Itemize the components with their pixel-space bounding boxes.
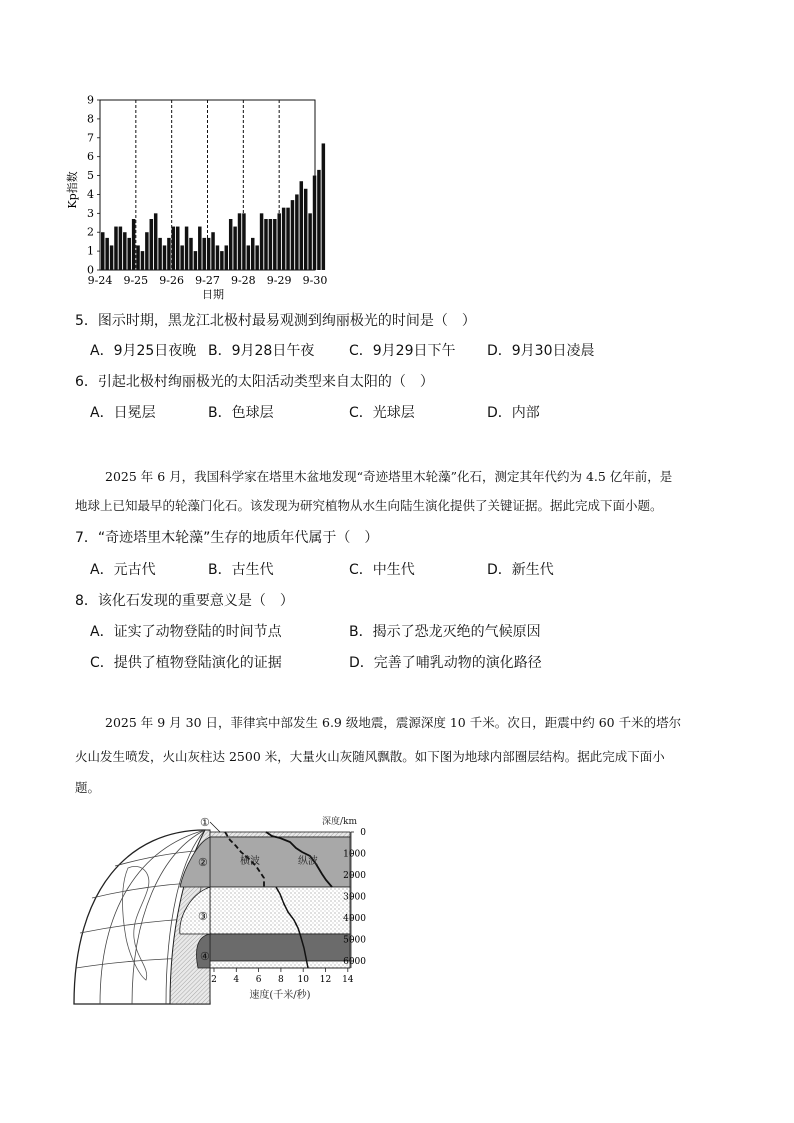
kp-bar [202,238,205,270]
kp-bar [119,227,122,270]
passage-1-line-1: 2025 年 6 月，我国科学家在塔里木盆地发现“奇迹塔里木轮藻”化石，测定其年代约为 4.5 亿年前，是 [105,469,673,484]
kp-bar [273,219,276,270]
kp-bar [322,143,325,270]
question-5-option-c[interactable]: C．9月29日下午 [349,343,456,359]
layer-marker-4: ④ [200,950,210,963]
kp-bar [132,219,135,270]
question-5-option-b[interactable]: B．9月28日午夜 [208,343,315,359]
depth-tick-label: 6000 [343,957,366,967]
question-8-stem: 8．该化石发现的重要意义是（ ） [75,593,294,609]
kp-bar [225,245,228,270]
kp-x-tick-label: 9-26 [159,274,185,287]
speed-tick-label: 6 [255,975,262,985]
kp-y-tick-label: 7 [87,131,94,145]
question-6-option-b[interactable]: B．色球层 [208,405,274,421]
question-8-option-a[interactable]: A．证实了动物登陆的时间节点 [90,624,282,640]
kp-bar [145,232,148,270]
kp-bar [247,245,250,270]
kp-x-tick-label: 9-30 [302,274,328,287]
kp-bar [282,208,285,270]
kp-chart-x-label: 日期 [202,288,224,301]
s-wave-label: 横波 [240,856,260,867]
depth-tick-label: 4000 [343,914,366,924]
question-7-option-d[interactable]: D．新生代 [487,562,554,578]
depth-tick-label: 3000 [343,892,366,903]
question-6-option-c[interactable]: C．光球层 [349,405,415,421]
kp-bar [158,238,161,270]
question-6-option-d[interactable]: D．内部 [487,405,540,421]
kp-y-tick-label: 9 [87,93,94,107]
kp-y-tick-label: 3 [87,206,94,220]
question-8-option-d[interactable]: D．完善了哺乳动物的演化路径 [349,655,542,671]
kp-bar [260,213,263,270]
kp-bar [110,245,113,270]
layer-marker-2: ② [198,856,208,869]
layer-marker-1: ① [200,816,210,829]
speed-tick-label: 8 [278,975,284,985]
kp-x-tick-label: 9-24 [87,274,113,287]
kp-bar [141,251,144,270]
kp-bar [207,238,210,270]
passage-1-line-2: 地球上已知最早的轮藻门化石。该发现为研究植物从水生向陆生演化提供了关键证据。据此完成下面小题。 [75,498,663,513]
kp-bar [189,238,192,270]
question-8-option-b[interactable]: B．揭示了恐龙灭绝的气候原因 [349,624,541,640]
kp-bar [251,238,254,270]
kp-x-tick-label: 9-27 [195,274,220,287]
kp-bar [269,219,272,270]
question-7-option-c[interactable]: C．中生代 [349,562,415,578]
kp-x-tick-label: 9-29 [266,274,292,287]
speed-tick-label: 2 [211,975,217,985]
speed-tick-label: 10 [297,975,309,985]
question-6-stem: 6．引起北极村绚丽极光的太阳活动类型来自太阳的（ ） [75,374,434,390]
question-7-stem: 7．“奇迹塔里木轮藻”生存的地质年代属于（ ） [75,530,379,546]
kp-bar [264,219,267,270]
kp-bar [127,238,130,270]
speed-axis-ticks [211,968,354,985]
depth-tick-label: 2000 [343,871,366,881]
kp-chart-y-ticks [87,94,100,277]
kp-y-tick-label: 8 [87,112,94,126]
kp-bar [211,232,214,270]
layer-marker-3: ③ [198,910,208,923]
kp-bar [242,213,245,270]
kp-bar [150,219,153,270]
speed-tick-label: 12 [319,975,332,985]
kp-bar [295,194,298,270]
kp-y-tick-label: 2 [87,225,94,239]
kp-y-tick-label: 4 [87,187,94,201]
kp-y-tick-label: 6 [87,150,94,164]
kp-bar [313,176,316,270]
kp-bar [255,245,258,270]
kp-index-chart [60,90,330,305]
kp-y-tick-label: 1 [87,244,94,258]
kp-bar [238,213,241,270]
depth-tick-label: 5000 [343,935,366,946]
kp-bar [136,245,139,270]
kp-bar [300,181,303,270]
question-7-option-b[interactable]: B．古生代 [208,562,274,578]
kp-bar [167,238,170,270]
depth-tick-label: 0 [360,828,366,838]
passage-2-line-1: 2025 年 9 月 30 日，菲律宾中部发生 6.9 级地震，震源深度 10 千米。次日，距震中约 60 千米的塔尔 [105,715,682,730]
kp-bar [286,208,289,270]
depth-axis-label: 深度/km [322,817,358,827]
kp-chart-y-label: Kp指数 [66,171,79,209]
kp-bar [180,245,183,270]
question-5-option-d[interactable]: D．9月30日凌晨 [487,343,595,359]
speed-tick-label: 14 [342,975,354,985]
kp-bar [317,170,320,270]
speed-axis-label: 速度(千米/秒) [249,990,311,1001]
question-5-option-a[interactable]: A．9月25日夜晚 [90,343,197,359]
kp-bar [277,213,280,270]
kp-bar [304,189,307,270]
question-6-option-a[interactable]: A．日冕层 [90,405,156,421]
kp-bar [101,232,104,270]
question-5-stem: 5．图示时期，黑龙江北极村最易观测到绚丽极光的时间是（ ） [75,313,476,329]
kp-bar [172,227,175,270]
kp-bar [233,227,236,270]
layer-blocks [180,832,350,968]
kp-bar [216,245,219,270]
kp-bar [123,232,126,270]
kp-bar [291,200,294,270]
question-7-option-a[interactable]: A．元古代 [90,562,156,578]
question-8-option-c[interactable]: C．提供了植物登陆演化的证据 [90,655,282,671]
earth-interior-figure [70,808,370,1010]
kp-bar [163,245,166,270]
kp-bar [105,238,108,270]
kp-x-tick-label: 9-25 [123,274,149,287]
kp-bar [198,227,201,270]
kp-bar [154,213,157,270]
passage-2-line-3: 题。 [75,780,101,795]
passage-2-line-2: 火山发生喷发，火山灰柱达 2500 米，大量火山灰随风飘散。如下图为地球内部圈层结构。据此完成下面小 [75,749,665,764]
kp-chart-x-ticks [88,274,328,287]
depth-tick-label: 1000 [343,849,366,860]
kp-bar [220,251,223,270]
kp-x-tick-label: 9-28 [230,274,256,287]
kp-y-tick-label: 0 [87,263,94,277]
kp-bar [114,227,117,270]
kp-bar [229,219,232,270]
kp-bar [194,251,197,270]
kp-bar [176,227,179,270]
p-wave-label: 纵波 [298,856,318,867]
speed-tick-label: 4 [233,975,240,985]
kp-y-tick-label: 5 [87,169,94,183]
kp-bar [185,227,188,270]
kp-bar [308,213,311,270]
kp-chart-bars [101,143,325,270]
